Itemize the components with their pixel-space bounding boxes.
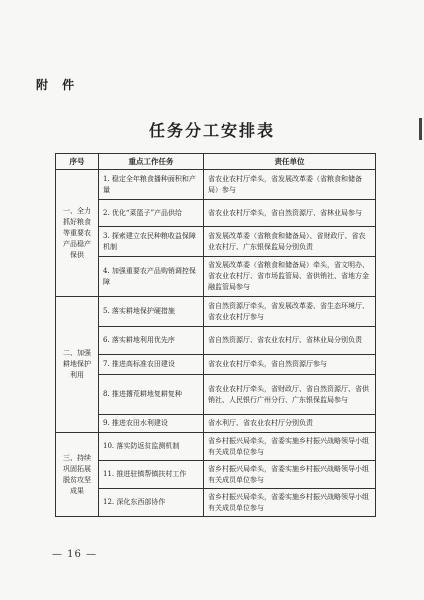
- task-assignment-table: [55, 153, 376, 517]
- unit-cell: 省农业农村厅牵头，省自然资源厅参与: [204, 355, 376, 375]
- table-row: [56, 200, 376, 227]
- table-row: [56, 227, 376, 257]
- task-cell: 6. 落实耕地利用优先序: [99, 327, 204, 355]
- header-unit: 责任单位: [204, 154, 376, 170]
- table-row: [56, 461, 376, 489]
- page-edge-mark: [419, 118, 422, 140]
- category-cell: 二、加强耕地保护利用: [56, 297, 99, 433]
- table-row: [56, 327, 376, 355]
- table-row: [56, 375, 376, 415]
- table-row: [56, 170, 376, 200]
- task-cell: 1. 稳定全年粮食播种面积和产量: [99, 170, 204, 200]
- task-cell: 10. 落实防返贫监测机制: [99, 433, 204, 461]
- unit-cell: 省发展改革委（省粮食和储备局）牵头，省文明办、省农业农村厅、省市场监管局、省供销社、省地方金融监管局参与: [204, 257, 376, 297]
- task-cell: 4. 加强重要农产品购销调控保障: [99, 257, 204, 297]
- unit-cell: 省水利厅、省农业农村厅分别负责: [204, 415, 376, 433]
- task-cell: 7. 推进高标准农田建设: [99, 355, 204, 375]
- task-cell: 8. 推进撂荒耕地复耕复种: [99, 375, 204, 415]
- unit-cell: 省农业农村厅牵头，省自然资源厅、省林业局参与: [204, 200, 376, 227]
- table-row: [56, 297, 376, 327]
- task-cell: 5. 落实耕地保护硬措施: [99, 297, 204, 327]
- page-number: — 16 —: [52, 549, 98, 560]
- unit-cell: 省农业农村厅牵头，省发展改革委（省粮食和储备局）参与: [204, 170, 376, 200]
- unit-cell: 省乡村振兴局牵头，省委实施乡村振兴战略领导小组有关成员单位参与: [204, 433, 376, 461]
- task-cell: 3. 探索建立农民种粮收益保障机制: [99, 227, 204, 257]
- table-header-row: [56, 154, 376, 170]
- unit-cell: 省自然资源厅牵头，省发展改革委、省生态环境厅、省农业农村厅参与: [204, 297, 376, 327]
- unit-cell: 省乡村振兴局牵头，省委实施乡村振兴战略领导小组有关成员单位参与: [204, 461, 376, 489]
- document-title: 任务分工安排表: [148, 121, 275, 140]
- unit-cell: 省农业农村厅牵头，省财政厅、省自然资源厅、省供销社、人民银行广州分行、广东银保监局参与: [204, 375, 376, 415]
- table-row: [56, 433, 376, 461]
- table-row: [56, 257, 376, 297]
- unit-cell: 省自然资源厅、省农业农村厅、省林业局分别负责: [204, 327, 376, 355]
- table-row: [56, 355, 376, 375]
- header-index: 序号: [56, 154, 99, 170]
- header-task: 重点工作任务: [99, 154, 204, 170]
- category-cell: 三、持续巩固拓展脱贫攻坚成果: [56, 433, 99, 517]
- unit-cell: 省乡村振兴局牵头，省委实施乡村振兴战略领导小组有关成员单位参与: [204, 489, 376, 517]
- table-row: [56, 415, 376, 433]
- table-row: [56, 489, 376, 517]
- task-cell: 2. 优化“菜篮子”产品供给: [99, 200, 204, 227]
- task-cell: 12. 深化东西部协作: [99, 489, 204, 517]
- category-cell: 一、全力抓好粮食等重要农产品稳产保供: [56, 170, 99, 297]
- task-cell: 9. 推进农田水利建设: [99, 415, 204, 433]
- unit-cell: 省发展改革委（省粮食和储备局）、省财政厅、省农业农村厅、广东银保监局分别负责: [204, 227, 376, 257]
- task-cell: 11. 推进驻镇帮镇扶村工作: [99, 461, 204, 489]
- annex-label: 附 件: [36, 78, 80, 92]
